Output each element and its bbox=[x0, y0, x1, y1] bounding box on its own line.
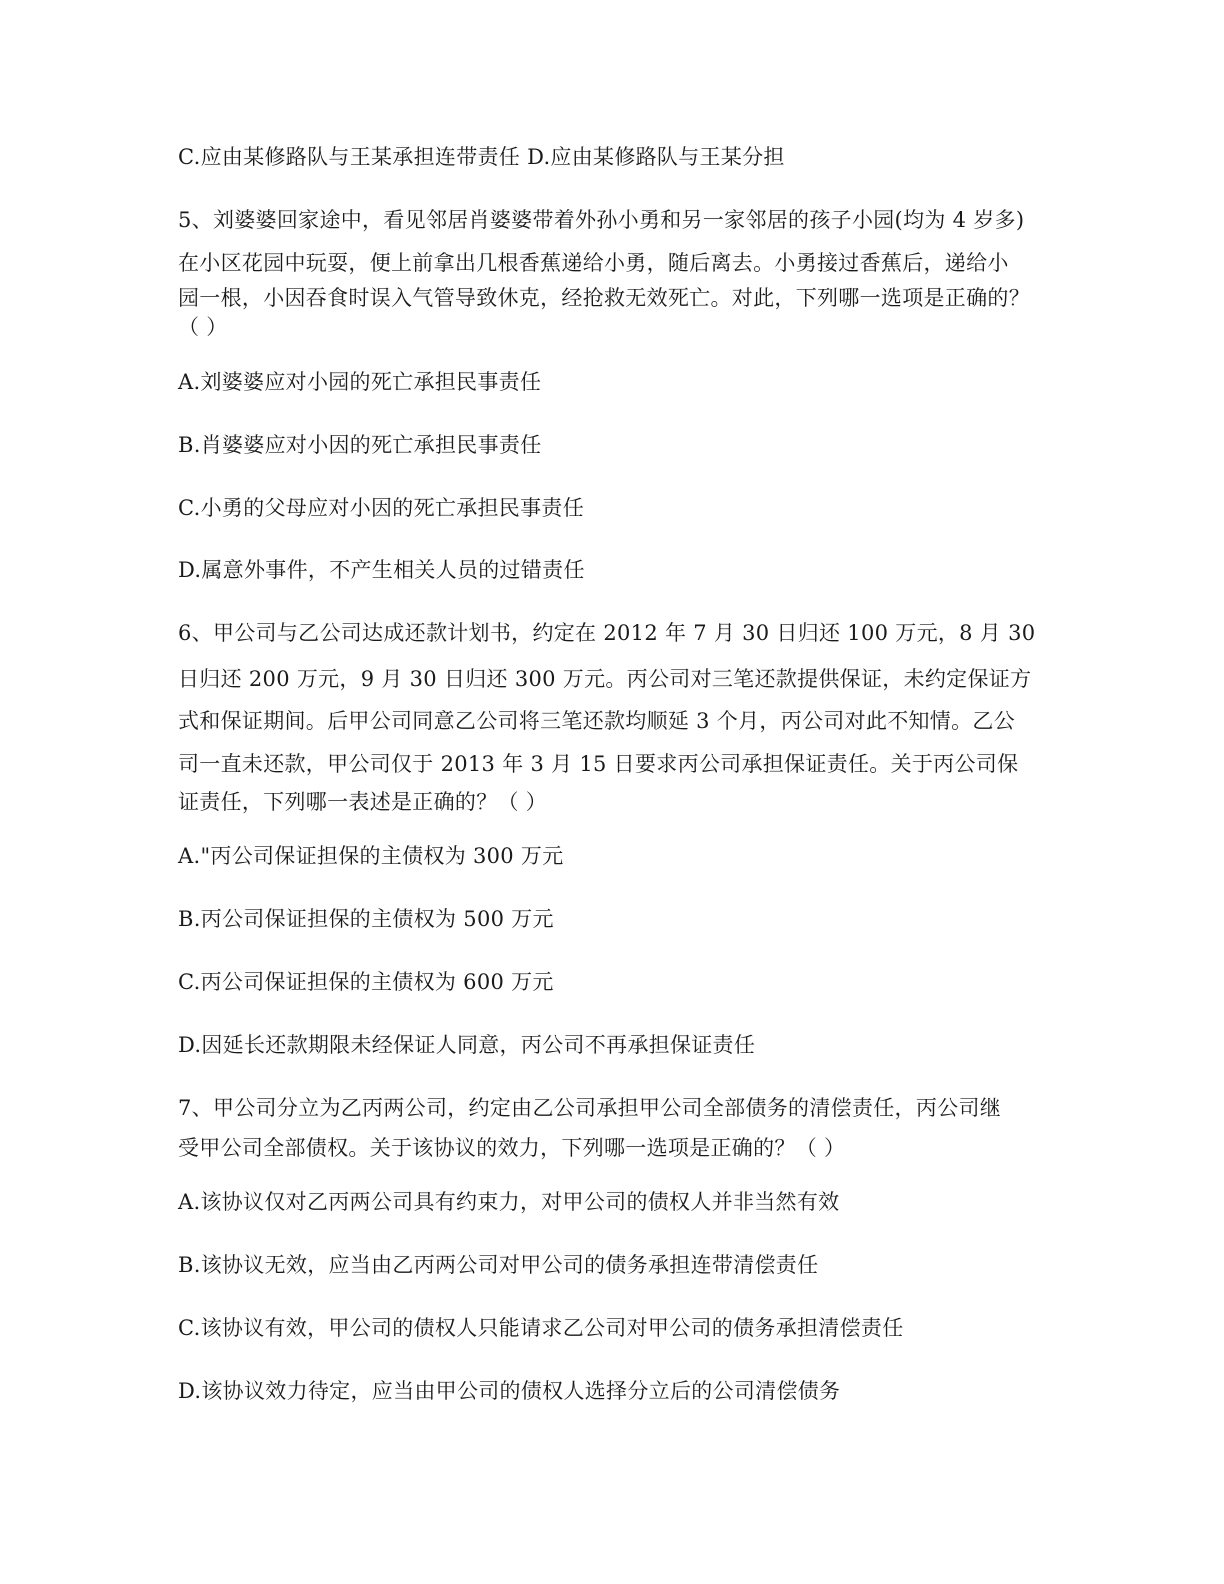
q4-option-c-d: C.应由某修路队与王某承担连带责任 D.应由某修路队与王某分担 bbox=[178, 145, 785, 169]
q5-answer-blank: （ ） bbox=[178, 315, 228, 339]
q6-option-b: B.丙公司保证担保的主债权为 500 万元 bbox=[178, 907, 554, 931]
q6-stem-line-2: 日归还 200 万元，9 月 30 日归还 300 万元。丙公司对三笔还款提供保证，未约定保证方 bbox=[178, 667, 1032, 691]
q7-option-a: A.该协议仅对乙丙两公司具有约束力，对甲公司的债权人并非当然有效 bbox=[178, 1190, 840, 1214]
q6-option-c: C.丙公司保证担保的主债权为 600 万元 bbox=[178, 970, 554, 994]
q7-stem-line-2: 受甲公司全部债权。关于该协议的效力，下列哪一选项是正确的？（ ） bbox=[178, 1136, 846, 1160]
q5-option-c: C.小勇的父母应对小因的死亡承担民事责任 bbox=[178, 496, 584, 520]
q6-stem-line-5: 证责任，下列哪一表述是正确的？（ ） bbox=[178, 790, 548, 814]
q6-option-a: A."丙公司保证担保的主债权为 300 万元 bbox=[178, 844, 564, 868]
q7-option-d: D.该协议效力待定，应当由甲公司的债权人选择分立后的公司清偿债务 bbox=[178, 1379, 841, 1403]
q5-stem-line-1: 5、刘婆婆回家途中，看见邻居肖婆婆带着外孙小勇和另一家邻居的孩子小园(均为 4 岁多) bbox=[178, 208, 1025, 232]
q5-option-d: D.属意外事件，不产生相关人员的过错责任 bbox=[178, 558, 585, 582]
q5-option-b: B.肖婆婆应对小因的死亡承担民事责任 bbox=[178, 433, 542, 457]
q5-stem-line-3: 园一根，小因吞食时误入气管导致休克，经抢救无效死亡。对此，下列哪一选项是正确的？ bbox=[178, 286, 1030, 310]
q6-stem-line-1: 6、甲公司与乙公司达成还款计划书，约定在 2012 年 7 月 30 日归还 100 万元，8 月 30 bbox=[178, 621, 1036, 645]
q6-stem-line-4: 司一直未还款，甲公司仅于 2013 年 3 月 15 日要求丙公司承担保证责任。关于丙公司保 bbox=[178, 752, 1019, 776]
q7-option-c: C.该协议有效，甲公司的债权人只能请求乙公司对甲公司的债务承担清偿责任 bbox=[178, 1316, 904, 1340]
q6-stem-line-3: 式和保证期间。后甲公司同意乙公司将三笔还款均顺延 3 个月，丙公司对此不知情。乙公 bbox=[178, 709, 1016, 733]
q7-stem-line-1: 7、甲公司分立为乙丙两公司，约定由乙公司承担甲公司全部债务的清偿责任，丙公司继 bbox=[178, 1096, 1002, 1120]
q6-option-d: D.因延长还款期限未经保证人同意，丙公司不再承担保证责任 bbox=[178, 1033, 756, 1057]
q7-option-b: B.该协议无效，应当由乙丙两公司对甲公司的债务承担连带清偿责任 bbox=[178, 1253, 819, 1277]
q5-stem-line-2: 在小区花园中玩耍，便上前拿出几根香蕉递给小勇，随后离去。小勇接过香蕉后，递给小 bbox=[178, 251, 1009, 275]
q5-option-a: A.刘婆婆应对小园的死亡承担民事责任 bbox=[178, 370, 542, 394]
